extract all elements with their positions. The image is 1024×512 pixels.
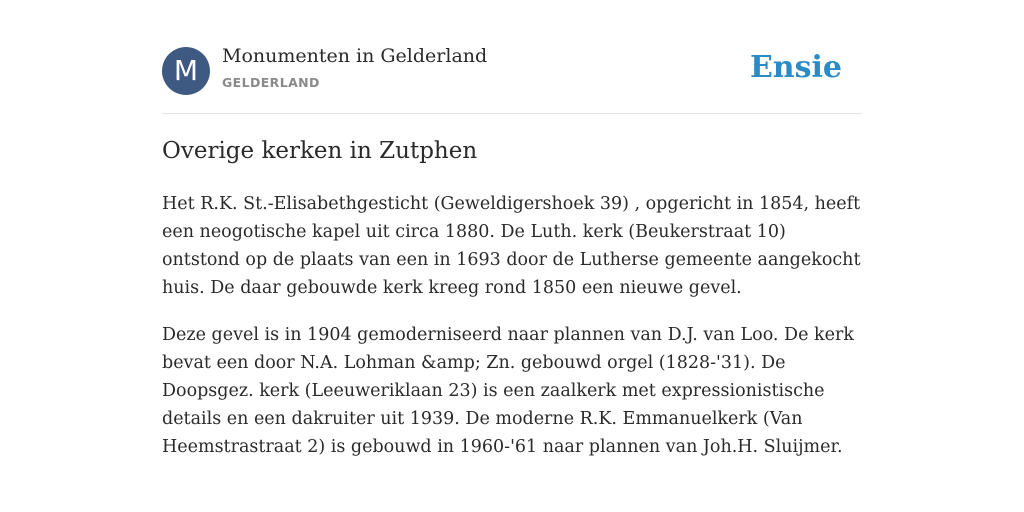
- article-paragraph: Deze gevel is in 1904 gemoderniseerd naar plannen van D.J. van Loo. De kerk bevat een door N.A. Lohman &amp; Zn. gebouwd orgel (1828-'31). De Doopsgez. kerk (Leeuweriklaan 23) is een zaalkerk met expressionistische details en een dakruiter uit 1939. De moderne R.K. Emmanuelkerk (Van Heemstrastraat 2) is gebouwd in 1960-'61 naar plannen van Joh.H. Sluijmer.: [162, 325, 854, 457]
- source-title[interactable]: Monumenten in Gelderland: [222, 45, 488, 67]
- brand-logo[interactable]: Ensie: [749, 50, 842, 85]
- article-paragraph: Het R.K. St.-Elisabethgesticht (Geweldigershoek 39) , opgericht in 1854, heeft een neogotische kapel uit circa 1880. De Luth. kerk (Beukerstraat 10) ontstond op de plaats van een in 1693 door de Lutherse gemeente aangekocht huis. De daar gebouwde kerk kreeg rond 1850 een nieuwe gevel.: [162, 194, 861, 298]
- content-column: [162, 0, 862, 457]
- source-subtitle[interactable]: GELDERLAND: [222, 75, 320, 90]
- article-title: Overige kerken in Zutphen: [162, 138, 478, 164]
- source-header: [162, 0, 862, 114]
- avatar[interactable]: M: [162, 47, 210, 95]
